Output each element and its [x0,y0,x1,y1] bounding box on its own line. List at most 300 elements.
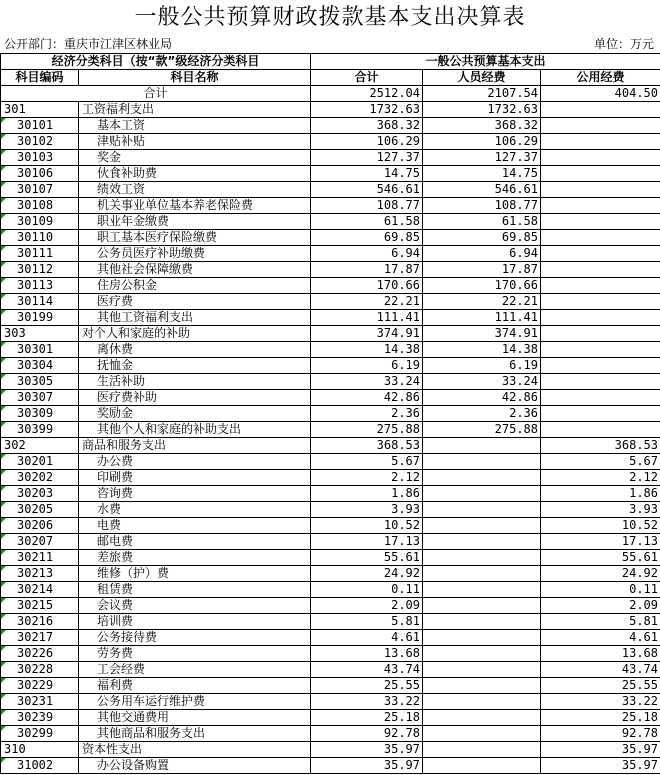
row-total: 25.55 [311,678,423,694]
row-personnel [423,726,541,742]
row-public [541,118,660,134]
total-personnel: 2107.54 [423,86,541,102]
table-row [1,310,660,326]
table-row [1,422,660,438]
row-total: 13.68 [311,646,423,662]
row-name: 办公费 [79,454,311,470]
row-total: 3.93 [311,502,423,518]
row-personnel [423,598,541,614]
row-personnel: 61.58 [423,214,541,230]
row-code-text: 30307 [17,390,54,404]
row-code [1,454,79,470]
row-name: 资本性支出 [79,742,311,758]
table-row [1,502,660,518]
row-code: 310 [1,742,79,758]
row-code [1,630,79,646]
row-name: 医疗费 [79,294,311,310]
row-code [1,486,79,502]
cell-marker-icon [1,294,6,299]
cell-marker-icon [1,486,6,491]
header-name: 科目名称 [79,70,311,86]
row-code [1,470,79,486]
row-public [541,310,660,326]
row-personnel: 1732.63 [423,102,541,118]
row-total: 111.41 [311,310,423,326]
row-total: 368.53 [311,438,423,454]
row-name: 生活补助 [79,374,311,390]
row-name: 医疗费补助 [79,390,311,406]
table-row [1,470,660,486]
row-personnel: 69.85 [423,230,541,246]
row-public [541,278,660,294]
row-name: 职业年金缴费 [79,214,311,230]
cell-marker-icon [1,470,6,475]
row-personnel [423,742,541,758]
row-personnel [423,630,541,646]
row-total: 10.52 [311,518,423,534]
cell-marker-icon [1,374,6,379]
row-public [541,102,660,118]
row-name: 对个人和家庭的补助 [79,326,311,342]
row-personnel: 2.36 [423,406,541,422]
row-name: 其他工资福利支出 [79,310,311,326]
row-name: 离休费 [79,342,311,358]
row-name: 维修（护）费 [79,566,311,582]
row-code-text: 30205 [17,502,54,516]
table-row [1,358,660,374]
row-name: 培训费 [79,614,311,630]
row-personnel: 33.24 [423,374,541,390]
table-row [1,118,660,134]
row-total: 1.86 [311,486,423,502]
table-row [1,214,660,230]
row-public: 35.97 [541,742,660,758]
row-public [541,326,660,342]
row-public: 5.81 [541,614,660,630]
table-row [1,150,660,166]
row-personnel: 17.87 [423,262,541,278]
cell-marker-icon [1,726,6,731]
row-name: 邮电费 [79,534,311,550]
row-code [1,598,79,614]
row-public [541,150,660,166]
table-row [1,614,660,630]
table-row [1,278,660,294]
row-personnel [423,614,541,630]
row-code: 302 [1,438,79,454]
cell-marker-icon [1,358,6,363]
table-row [1,438,660,454]
row-personnel [423,534,541,550]
cell-marker-icon [1,678,6,683]
row-public: 4.61 [541,630,660,646]
table-row [1,646,660,662]
row-public [541,294,660,310]
cell-marker-icon [1,262,6,267]
row-name: 会议费 [79,598,311,614]
row-name: 津贴补贴 [79,134,311,150]
row-total: 2.36 [311,406,423,422]
table-row [1,662,660,678]
row-total: 33.24 [311,374,423,390]
row-code-text: 30103 [17,150,54,164]
cell-marker-icon [1,230,6,235]
table-row [1,134,660,150]
cell-marker-icon [1,710,6,715]
row-total: 374.91 [311,326,423,342]
row-code-text: 30206 [17,518,54,532]
row-code [1,422,79,438]
row-code-text: 30111 [17,246,54,260]
row-code [1,150,79,166]
table-row [1,454,660,470]
row-code-text: 30216 [17,614,54,628]
row-public: 92.78 [541,726,660,742]
table-row [1,694,660,710]
row-public [541,390,660,406]
header-econ-group: 经济分类科目（按“款”级经济分类科目 [1,54,311,70]
cell-marker-icon [1,310,6,315]
row-total: 1732.63 [311,102,423,118]
row-public [541,342,660,358]
header-total: 合计 [311,70,423,86]
row-personnel [423,646,541,662]
row-name: 公务接待费 [79,630,311,646]
cell-marker-icon [1,150,6,155]
row-code [1,502,79,518]
department-label: 公开部门：重庆市江津区林业局 [4,37,173,51]
row-public [541,358,660,374]
row-total: 25.18 [311,710,423,726]
row-name: 电费 [79,518,311,534]
row-code [1,710,79,726]
row-code-text: 30229 [17,678,54,692]
row-name: 其他商品和服务支出 [79,726,311,742]
row-name: 租赁费 [79,582,311,598]
row-code [1,310,79,326]
row-personnel: 275.88 [423,422,541,438]
row-personnel [423,678,541,694]
table-row [1,518,660,534]
cell-marker-icon [1,582,6,587]
row-public: 35.97 [541,758,660,774]
row-code [1,662,79,678]
header-row-group [1,54,660,70]
row-personnel [423,454,541,470]
row-code-text: 30299 [17,726,54,740]
row-personnel: 374.91 [423,326,541,342]
row-personnel: 546.61 [423,182,541,198]
row-code-text: 30102 [17,134,54,148]
row-name: 基本工资 [79,118,311,134]
row-public [541,422,660,438]
row-personnel [423,566,541,582]
row-total: 275.88 [311,422,423,438]
row-code-text: 30213 [17,566,54,580]
cell-marker-icon [1,550,6,555]
row-code [1,198,79,214]
row-code-text: 30217 [17,630,54,644]
row-public [541,198,660,214]
row-name: 公务用车运行维护费 [79,694,311,710]
table-row [1,294,660,310]
cell-marker-icon [1,118,6,123]
cell-marker-icon [1,694,6,699]
row-code-text: 31002 [17,758,54,772]
row-name: 公务员医疗补助缴费 [79,246,311,262]
row-public: 2.12 [541,470,660,486]
cell-marker-icon [1,534,6,539]
cell-marker-icon [1,646,6,651]
row-total: 106.29 [311,134,423,150]
table-row [1,726,660,742]
row-code [1,614,79,630]
row-total: 5.81 [311,614,423,630]
row-total: 14.75 [311,166,423,182]
cell-marker-icon [1,246,6,251]
row-total: 22.21 [311,294,423,310]
row-personnel: 6.19 [423,358,541,374]
row-code [1,262,79,278]
row-code-text: 30113 [17,278,54,292]
row-name: 奖金 [79,150,311,166]
cell-marker-icon [1,198,6,203]
table-row [1,182,660,198]
row-personnel [423,758,541,774]
row-code [1,182,79,198]
row-total: 108.77 [311,198,423,214]
row-public: 3.93 [541,502,660,518]
row-code [1,358,79,374]
row-public [541,246,660,262]
row-personnel [423,518,541,534]
header-row-columns [1,70,660,86]
row-name: 其他交通费用 [79,710,311,726]
row-total: 43.74 [311,662,423,678]
row-public [541,182,660,198]
row-name: 伙食补助费 [79,166,311,182]
row-code-text: 30101 [17,118,54,132]
row-total: 546.61 [311,182,423,198]
table-row [1,742,660,758]
row-name: 住房公积金 [79,278,311,294]
row-code-text: 30110 [17,230,54,244]
row-personnel: 6.94 [423,246,541,262]
row-code [1,566,79,582]
row-code [1,230,79,246]
row-public [541,134,660,150]
row-personnel [423,550,541,566]
row-code [1,534,79,550]
cell-marker-icon [1,278,6,283]
row-code-text: 30106 [17,166,54,180]
row-total: 35.97 [311,758,423,774]
row-public [541,214,660,230]
row-total: 4.61 [311,630,423,646]
row-personnel: 127.37 [423,150,541,166]
row-code [1,214,79,230]
row-personnel [423,582,541,598]
table-row [1,758,660,774]
table-row [1,198,660,214]
row-personnel [423,502,541,518]
row-code-text: 30231 [17,694,54,708]
row-name: 其他个人和家庭的补助支出 [79,422,311,438]
table-body [1,102,660,774]
row-public [541,374,660,390]
row-code [1,278,79,294]
report-meta [0,35,660,53]
row-personnel [423,470,541,486]
row-code [1,390,79,406]
table-row [1,598,660,614]
row-name: 劳务费 [79,646,311,662]
row-code [1,550,79,566]
row-code-text: 30239 [17,710,54,724]
row-name: 绩效工资 [79,182,311,198]
row-name: 差旅费 [79,550,311,566]
row-code-text: 30202 [17,470,54,484]
row-total: 127.37 [311,150,423,166]
row-total: 33.22 [311,694,423,710]
row-code-text: 30304 [17,358,54,372]
row-public: 368.53 [541,438,660,454]
row-public [541,230,660,246]
total-public: 404.50 [541,86,660,102]
row-public: 43.74 [541,662,660,678]
row-code-text: 30309 [17,406,54,420]
row-personnel: 106.29 [423,134,541,150]
row-total: 2.09 [311,598,423,614]
table-row [1,246,660,262]
row-personnel: 14.75 [423,166,541,182]
cell-marker-icon [1,518,6,523]
row-code-text: 30107 [17,182,54,196]
table-row [1,342,660,358]
table-row [1,230,660,246]
row-personnel [423,438,541,454]
row-code-text: 30211 [17,550,54,564]
row-total: 2.12 [311,470,423,486]
row-code-text: 30109 [17,214,54,228]
row-code: 301 [1,102,79,118]
row-public: 24.92 [541,566,660,582]
row-personnel: 14.38 [423,342,541,358]
table-row [1,262,660,278]
row-name: 抚恤金 [79,358,311,374]
row-personnel [423,710,541,726]
row-code [1,342,79,358]
row-name: 职工基本医疗保险缴费 [79,230,311,246]
row-code [1,518,79,534]
row-name: 其他社会保障缴费 [79,262,311,278]
row-public: 1.86 [541,486,660,502]
row-public: 25.55 [541,678,660,694]
table-row [1,486,660,502]
row-public: 5.67 [541,454,660,470]
table-row [1,406,660,422]
row-total: 17.13 [311,534,423,550]
row-name: 办公设备购置 [79,758,311,774]
row-public: 17.13 [541,534,660,550]
row-public: 13.68 [541,646,660,662]
row-code-text: 30226 [17,646,54,660]
row-public: 25.18 [541,710,660,726]
cell-marker-icon [1,406,6,411]
row-public: 55.61 [541,550,660,566]
row-name: 咨询费 [79,486,311,502]
row-total: 17.87 [311,262,423,278]
table-row [1,566,660,582]
row-code [1,646,79,662]
row-total: 55.61 [311,550,423,566]
row-code-text: 30399 [17,422,54,436]
cell-marker-icon [1,662,6,667]
row-total: 0.11 [311,582,423,598]
cell-marker-icon [1,454,6,459]
expenditure-table [0,53,660,774]
row-personnel: 111.41 [423,310,541,326]
table-row [1,678,660,694]
row-personnel: 368.32 [423,118,541,134]
cell-marker-icon [1,566,6,571]
cell-marker-icon [1,134,6,139]
table-row [1,582,660,598]
row-total: 170.66 [311,278,423,294]
row-code [1,726,79,742]
row-total: 5.67 [311,454,423,470]
cell-marker-icon [1,390,6,395]
row-personnel: 22.21 [423,294,541,310]
row-name: 工资福利支出 [79,102,311,118]
page-title: 一般公共预算财政拨款基本支出决算表 [134,5,526,30]
cell-marker-icon [1,598,6,603]
row-name: 福利费 [79,678,311,694]
cell-marker-icon [1,422,6,427]
row-total: 6.94 [311,246,423,262]
row-code-text: 30199 [17,310,54,324]
row-public [541,166,660,182]
cell-marker-icon [1,166,6,171]
row-total: 368.32 [311,118,423,134]
row-public [541,262,660,278]
table-row [1,326,660,342]
total-total: 2512.04 [311,86,423,102]
row-name: 奖励金 [79,406,311,422]
row-code-text: 30207 [17,534,54,548]
row-code-text: 30112 [17,262,54,276]
row-personnel [423,694,541,710]
table-row [1,102,660,118]
table-row [1,166,660,182]
row-name: 印刷费 [79,470,311,486]
row-personnel [423,662,541,678]
row-total: 42.86 [311,390,423,406]
row-code-text: 30214 [17,582,54,596]
cell-marker-icon [1,758,6,763]
row-code-text: 30301 [17,342,54,356]
row-personnel: 170.66 [423,278,541,294]
row-total: 35.97 [311,742,423,758]
row-public: 0.11 [541,582,660,598]
row-code-text: 30201 [17,454,54,468]
table-row [1,534,660,550]
cell-marker-icon [1,182,6,187]
row-code-text: 30203 [17,486,54,500]
cell-marker-icon [1,502,6,507]
row-public: 33.22 [541,694,660,710]
table-row [1,630,660,646]
